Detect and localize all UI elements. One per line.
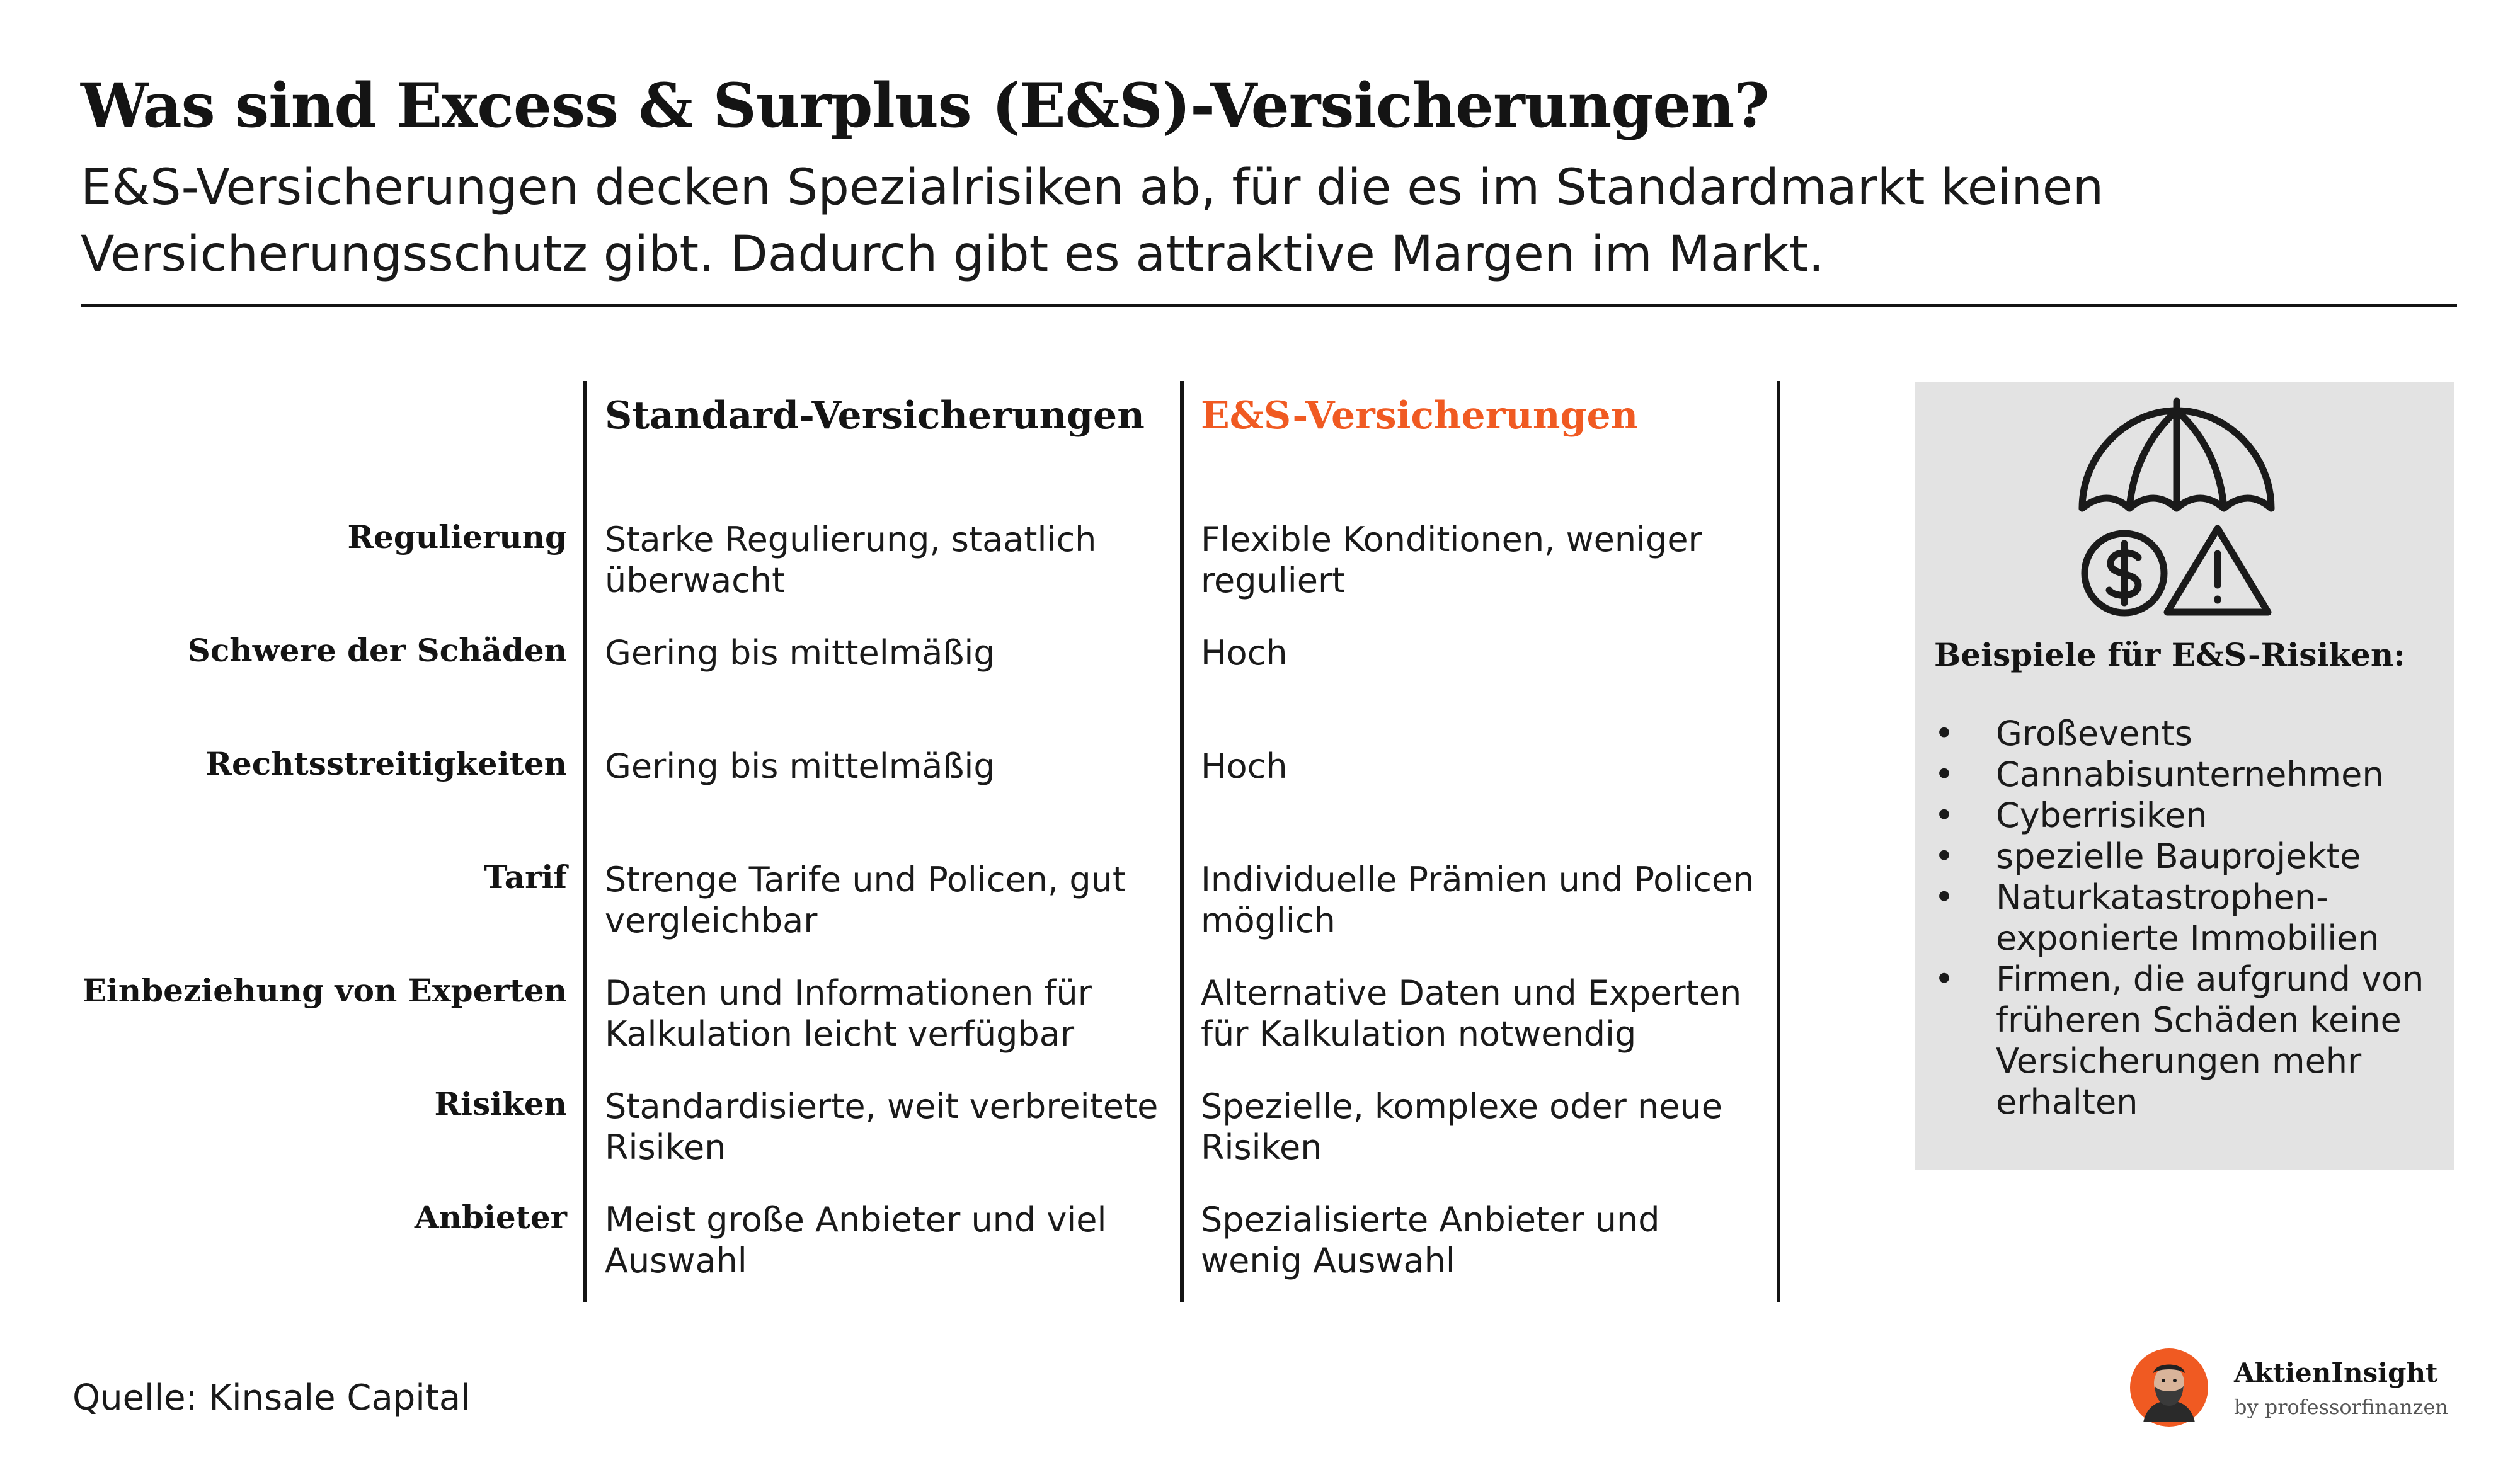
table-row: [0, 970, 1777, 1083]
es-cell: Spezialisierte Anbieter und wenig Auswahl: [1201, 1200, 1660, 1280]
standard-cell: Strenge Tarife und Policen, gut vergleichbar: [605, 860, 1126, 940]
list-item: [1934, 713, 2451, 754]
standard-cell: Daten und Informationen für Kalkulation leicht verfügbar: [605, 973, 1092, 1054]
bullet: •: [1934, 959, 1954, 999]
list-item-text: Firmen, die aufgrund von früheren Schäden keine Versicherungen mehr erhalten: [1996, 959, 2424, 1122]
list-item: [1934, 836, 2451, 877]
row-label: Anbieter: [414, 1199, 567, 1236]
list-item-text: Cyberrisiken: [1996, 795, 2208, 835]
es-cell: Flexible Konditionen, weniger reguliert: [1201, 520, 1702, 600]
standard-cell: Starke Regulierung, staatlich überwacht: [605, 520, 1097, 600]
table-divider: [1777, 381, 1780, 1302]
list-item: [1934, 877, 2451, 959]
table-row: [0, 743, 1777, 857]
bullet: •: [1934, 714, 1954, 753]
table-row: [0, 857, 1777, 970]
standard-cell: Gering bis mittelmäßig: [605, 746, 995, 786]
list-item-text: Naturkatastrophen-exponierte Immobilien: [1996, 877, 2380, 958]
bullet: •: [1934, 795, 1954, 835]
table-row: [0, 1197, 1777, 1310]
list-item-text: Großevents: [1996, 714, 2192, 753]
bullet: •: [1934, 877, 1954, 917]
standard-cell: Meist große Anbieter und viel Auswahl: [605, 1200, 1107, 1280]
list-item: [1934, 959, 2451, 1122]
standard-cell: Gering bis mittelmäßig: [605, 633, 995, 673]
brand-subtitle: by professorfinanzen: [2234, 1395, 2449, 1419]
row-label: Schwere der Schäden: [187, 632, 567, 669]
panel-title: Beispiele für E&S-Risiken:: [1934, 636, 2405, 673]
standard-cell: Standardisierte, weit verbreitete Risiken: [605, 1086, 1159, 1167]
examples-panel: [1915, 382, 2454, 1170]
es-cell: Individuelle Prämien und Policen möglich: [1201, 860, 1755, 940]
bullet: •: [1934, 755, 1954, 794]
list-item-text: Cannabisunternehmen: [1996, 755, 2384, 794]
source-note: Quelle: Kinsale Capital: [72, 1377, 471, 1418]
table-row: [0, 1083, 1777, 1197]
row-label: Tarif: [484, 858, 567, 896]
umbrella-dollar-warning-icon: [2073, 395, 2281, 622]
row-label: Risiken: [434, 1085, 567, 1122]
row-label: Regulierung: [347, 518, 567, 556]
avatar: [2129, 1348, 2209, 1427]
es-cell: Spezielle, komplexe oder neue Risiken: [1201, 1086, 1722, 1167]
page-subtitle: E&S-Versicherungen decken Spezialrisiken ab, für die es im Standardmarkt keinen Versicherungsschutz gibt. Dadurch gibt es attraktive Margen im Markt.: [81, 159, 2104, 283]
table-row: [0, 630, 1777, 743]
es-cell: Hoch: [1201, 633, 1288, 673]
bullet: •: [1934, 836, 1954, 876]
es-cell: Alternative Daten und Experten für Kalkulation notwendig: [1201, 973, 1742, 1054]
table-row: [0, 516, 1777, 630]
row-label: Einbeziehung von Experten: [82, 972, 567, 1009]
list-item-text: spezielle Bauprojekte: [1996, 836, 2361, 876]
column-header-es: E&S-Versicherungen: [1201, 394, 1639, 438]
header-divider: [81, 304, 2457, 307]
brand-name: AktienInsight: [2234, 1357, 2438, 1388]
list-item: [1934, 795, 2451, 836]
page-title: Was sind Excess & Surplus (E&S)-Versicherungen?: [81, 70, 1769, 141]
column-header-standard: Standard-Versicherungen: [605, 394, 1145, 438]
es-cell: Hoch: [1201, 746, 1288, 786]
list-item: [1934, 754, 2451, 795]
examples-list: [1934, 713, 2451, 1122]
row-label: Rechtsstreitigkeiten: [205, 745, 567, 782]
